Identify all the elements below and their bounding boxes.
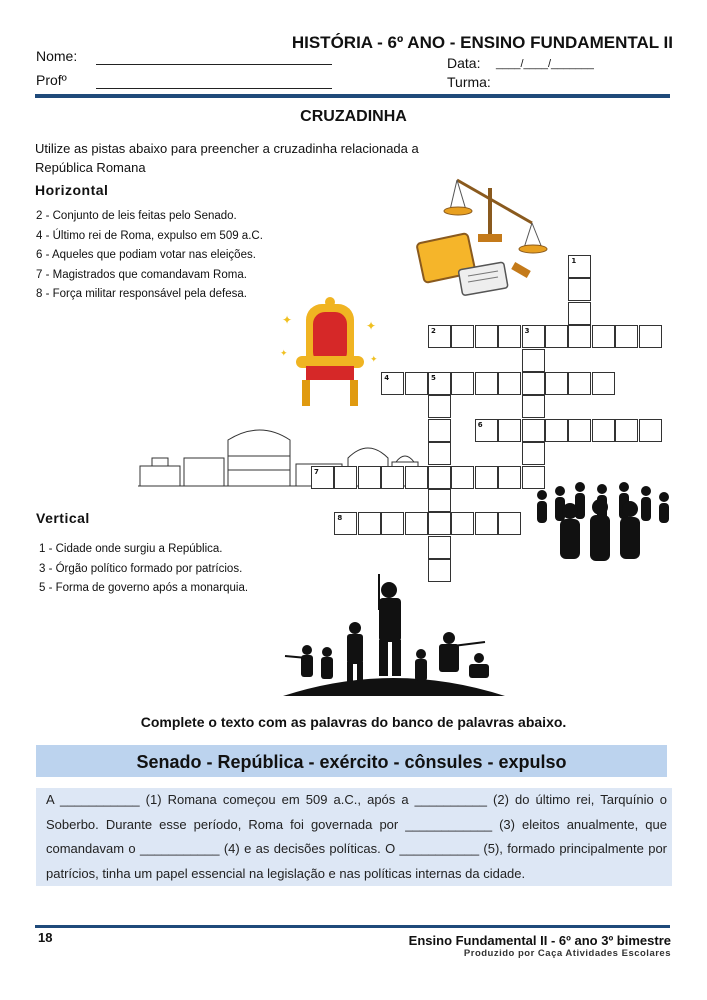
horizontal-clues [36,207,263,305]
clue-number: 4 [384,374,390,382]
justice-scale-illustration [412,178,562,296]
crossword-cell[interactable] [592,419,615,442]
throne-illustration [280,294,380,410]
crossword-cell-start[interactable] [311,466,334,489]
crossword-cell[interactable] [592,372,615,395]
crossword-cell[interactable] [592,325,615,348]
crossword-cell[interactable] [428,466,451,489]
footer-divider [35,925,670,928]
crossword-cell[interactable] [405,372,428,395]
people-icon [537,482,669,561]
crossword-cell[interactable] [475,512,498,535]
crossword-cell[interactable] [639,419,662,442]
crossword-cell[interactable] [428,489,451,512]
date-label: Data: [447,55,481,71]
crossword-cell[interactable] [358,512,381,535]
completion-instruction: Complete o texto com as palavras do banco de palavras abaixo. [140,714,567,730]
crossword-cell-start[interactable] [381,372,404,395]
throne-icon [296,297,364,406]
class-label: Turma: [447,74,491,90]
crossword-cell[interactable] [568,372,591,395]
crossword-cell[interactable] [451,372,474,395]
crossword-cell-start[interactable] [568,255,591,278]
clue-number: 8 [337,514,343,523]
crossword-cell[interactable] [615,325,638,348]
clue-v3: 3 - Órgão político formado por patrícios. [39,562,243,575]
crossword-cell[interactable] [498,512,521,535]
crossword-cell[interactable] [568,302,591,325]
clue-h7: 7 - Magistrados que comandavam Roma. [36,268,247,281]
crossword-cell-start[interactable] [522,325,545,348]
crossword-cell-start[interactable] [428,372,451,395]
clue-v5: 5 - Forma de governo após a monarquia. [39,582,249,594]
crossword-cell[interactable] [428,536,451,559]
crossword-cell[interactable] [428,419,451,442]
svg-text:✦: ✦ [282,313,293,327]
soldiers-illustration [283,570,505,698]
clue-h6: 6 - Aqueles que podiam votar nas eleições. [36,249,256,261]
crossword-cell[interactable] [451,512,474,535]
word-bank: Senado - República - exército - cônsules - expulso [36,745,667,777]
crossword-cell[interactable] [522,349,545,372]
crossword-cell[interactable] [475,466,498,489]
clue-number: 2 [431,327,436,336]
crossword-cell[interactable] [428,512,451,535]
svg-text:✦: ✦ [280,348,288,358]
clue-number: 3 [524,327,530,336]
crossword-cell-start[interactable] [428,325,451,348]
crossword-cell[interactable] [428,442,451,465]
completion-passage: A ___________ (1) Romana começou em 509 a.C., após a __________ (2) do último rei, Tarquínio o Soberbo. Durante esse período, Roma foi governada por ____________ (3) eleitos anualmente, que comandavam o ___________ (4) e as decisões políticas. O ___________ (5), formado principalmente por patrícios, tinha um papel essencial na legislação e nas políticas internas da cidade. [36,788,672,886]
gavel-icon [511,262,531,278]
crossword-cell[interactable] [405,512,428,535]
clue-v1: 1 - Cidade onde surgiu a República. [39,543,223,555]
crossword-cell[interactable] [568,419,591,442]
crossword-cell[interactable] [451,466,474,489]
svg-text:✦: ✦ [366,319,377,333]
crossword-cell[interactable] [358,466,381,489]
crossword-cell[interactable] [334,466,357,489]
teacher-field[interactable] [96,88,332,89]
crossword-cell[interactable] [405,466,428,489]
crossword-cell[interactable] [545,419,568,442]
clue-number: 5 [431,374,436,382]
footer-course: Ensino Fundamental II - 6º ano 3º bimestre [408,933,671,948]
crossword-cell[interactable] [381,466,404,489]
clue-h2: 2 - Conjunto de leis feitas pelo Senado. [36,210,237,222]
crossword-cell[interactable] [522,442,545,465]
clue-number: 7 [314,467,319,476]
clue-h8: 8 - Força militar responsável pela defesa. [36,288,247,300]
header-divider [35,94,670,98]
crossword-cell[interactable] [498,325,521,348]
crossword-cell[interactable] [498,466,521,489]
clue-number: 1 [571,257,577,265]
crossword-cell[interactable] [522,395,545,418]
crossword-cell[interactable] [498,372,521,395]
crossword-cell[interactable] [428,395,451,418]
crossword-cell-start[interactable] [334,512,357,535]
crossword-cell[interactable] [639,325,662,348]
clue-h4: 4 - Último rei de Roma, expulso em 509 a.C. [36,229,263,242]
crossword-cell[interactable] [475,325,498,348]
crossword-cell[interactable] [522,466,545,489]
footer-credit: Produzido por Caça Atividades Escolares [463,948,671,959]
clue-number: 6 [477,420,483,429]
crossword-cell-start[interactable] [475,419,498,442]
vertical-title: Vertical [36,510,90,526]
crossword-cell[interactable] [522,372,545,395]
name-label: Nome: [36,48,78,64]
crossword-cell[interactable] [428,559,451,582]
crowd-illustration [530,477,672,565]
instructions: Utilize as pistas abaixo para preencher a cruzadinha relacionada a República Romana [35,141,419,175]
page-number: 18 [38,930,53,945]
horizontal-title: Horizontal [35,182,109,198]
crossword-cell[interactable] [381,512,404,535]
crossword-cell[interactable] [568,278,591,301]
crossword-cell[interactable] [498,419,521,442]
crossword-cell[interactable] [475,372,498,395]
page-title: HISTÓRIA - 6º ANO - ENSINO FUNDAMENTAL II [291,33,673,52]
teacher-label: Profº [36,72,67,88]
crossword-cell[interactable] [545,325,568,348]
date-field[interactable]: ____/____/_______ [496,58,594,70]
crossword-cell[interactable] [568,325,591,348]
activity-title: CRUZADINHA [300,108,407,125]
crossword-cell[interactable] [451,325,474,348]
crossword-cell[interactable] [545,372,568,395]
crossword-cell[interactable] [522,419,545,442]
vertical-clues [39,540,248,599]
svg-text:✦: ✦ [370,354,378,364]
soldiers-icon [283,574,505,696]
name-field[interactable] [96,64,332,65]
crossword-cell[interactable] [615,419,638,442]
